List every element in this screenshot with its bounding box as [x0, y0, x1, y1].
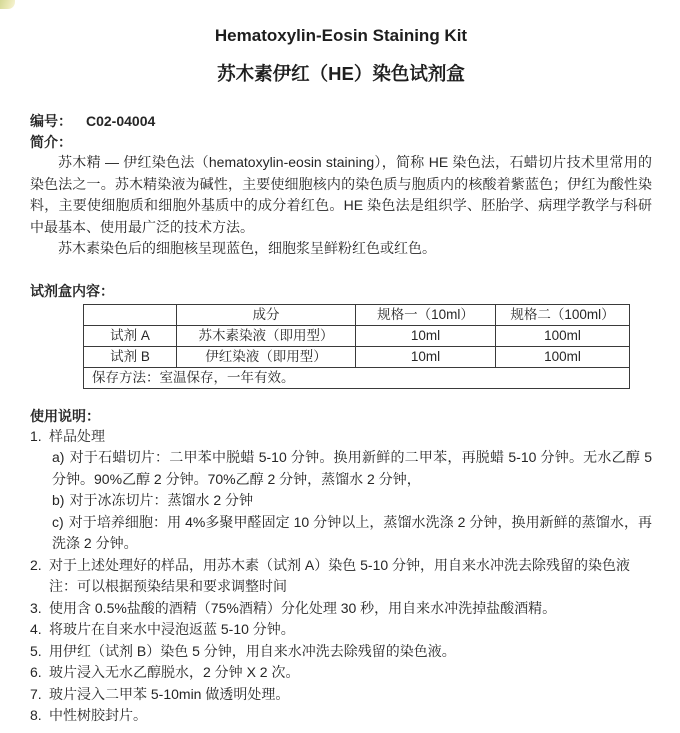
list-item-number: 4. [30, 621, 42, 637]
list-item-text: 使用含 0.5%盐酸的酒精（75%酒精）分化处理 30 秒，用自来水冲洗掉盐酸酒精。 [49, 599, 557, 616]
intro-paragraph-2: 苏木素染色后的细胞核呈现蓝色，细胞浆呈鲜粉红色或红色。 [58, 240, 436, 256]
list-item-1 [30, 426, 652, 448]
list-item-text: 对于上述处理好的样品，用苏木素（试剂 A）染色 5-10 分钟，用自来水冲洗去除残留的染色液 [49, 556, 631, 573]
list-item-text: 中性树胶封片。 [49, 707, 147, 723]
list-item-8 [30, 705, 652, 727]
list-item-number: 7. [30, 685, 42, 702]
list-item-7 [30, 684, 652, 706]
list-item-5 [30, 641, 652, 663]
sub-item-marker: b) [52, 492, 65, 508]
table-row-reagent-a [84, 325, 630, 346]
list-item-2-note: 注：可以根据预染结果和要求调整时间 [49, 578, 287, 594]
list-item-number: 8. [30, 707, 42, 723]
list-item-number: 2. [30, 556, 42, 573]
table-cell-reagent-a-spec2: 100ml [496, 325, 630, 346]
intro-paragraph-1: 苏木精 — 伊红染色法（hematoxylin-eosin staining），简称 HE 染色法，石蜡切片技术里常用的染色法之一。苏木精染液为碱性，主要使细胞核内的染色质与胞质内的核酸着紫蓝色；伊红为酸性染料，主要使细胞质和细胞外基质中的成分着红色。HE 染色法是组织学、胚胎学、病理学教学与科研中最基本、使用最广泛的技术方法。 [30, 154, 652, 235]
table-cell-reagent-b-spec2: 100ml [496, 346, 630, 367]
title-english: Hematoxylin-Eosin Staining Kit [214, 26, 468, 45]
table-header-cell-blank [84, 304, 177, 325]
catalog-number-label: 编号： [30, 113, 72, 129]
table-header-row [84, 304, 630, 325]
table-cell-reagent-b-component: 伊红染液（即用型） [177, 346, 356, 367]
list-item-text: 玻片浸入二甲苯 5-10min 做透明处理。 [49, 685, 290, 702]
storage-note: 保存方法：室温保存，一年有效。 [84, 367, 630, 388]
sub-list-item-c [52, 512, 652, 555]
table-cell-reagent-a-component: 苏木素染液（即用型） [177, 325, 356, 346]
sub-item-marker: a) [52, 449, 65, 465]
section-heading-kit-contents: 试剂盒内容： [30, 282, 114, 299]
list-item-3 [30, 598, 652, 620]
sub-item-marker: c) [52, 513, 64, 530]
table-cell-reagent-b-spec1: 10ml [356, 346, 496, 367]
section-heading-usage: 使用说明： [30, 407, 100, 424]
title-chinese: 苏木素伊红（HE）染色试剂盒 [217, 63, 465, 84]
section-heading-intro: 简介： [30, 134, 72, 150]
sub-item-text: 对于石蜡切片：二甲苯中脱蜡 5-10 分钟。换用新鲜的二甲苯，再脱蜡 5-10 分钟。无水乙醇 5 分钟。90%乙醇 2 分钟。70%乙醇 2 分钟，蒸馏水 2 分钟， [52, 449, 652, 487]
list-item-number: 3. [30, 599, 42, 616]
scan-corner-artifact [0, 0, 15, 9]
table-cell-reagent-b-name: 试剂 B [84, 346, 177, 367]
list-item-2 [30, 555, 652, 577]
catalog-number-value: C02-04004 [86, 113, 156, 129]
list-item-4 [30, 619, 652, 641]
list-item-text: 将玻片在自来水中浸泡返蓝 5-10 分钟。 [49, 621, 295, 637]
list-item-6 [30, 662, 652, 684]
list-item-text: 样品处理 [49, 427, 105, 444]
list-item-text: 用伊红（试剂 B）染色 5 分钟，用自来水冲洗去除残留的染色液。 [49, 642, 456, 659]
sub-list-item-a [52, 447, 652, 490]
sub-list-item-b [52, 490, 652, 512]
usage-instruction-list [30, 426, 652, 727]
table-row-reagent-b [84, 346, 630, 367]
table-cell-reagent-a-spec1: 10ml [356, 325, 496, 346]
list-item-number: 6. [30, 664, 42, 680]
table-header-cell-spec1: 规格一（10ml） [356, 304, 496, 325]
sub-item-text: 对于冰冻切片：蒸馏水 2 分钟 [69, 492, 254, 508]
table-header-cell-spec2: 规格二（100ml） [496, 304, 630, 325]
table-row-storage [84, 367, 630, 388]
list-item-text: 玻片浸入无水乙醇脱水，2 分钟 X 2 次。 [49, 664, 300, 680]
list-item-number: 5. [30, 642, 42, 659]
table-cell-reagent-a-name: 试剂 A [84, 325, 177, 346]
sub-item-text: 对于培养细胞：用 4%多聚甲醛固定 10 分钟以上，蒸馏水洗涤 2 分钟，换用新鲜的蒸馏水，再洗涤 2 分钟。 [52, 513, 652, 551]
table-header-cell-component: 成分 [177, 304, 356, 325]
kit-contents-table [83, 304, 630, 389]
catalog-number-line [30, 111, 652, 131]
list-item-number: 1. [30, 427, 42, 444]
